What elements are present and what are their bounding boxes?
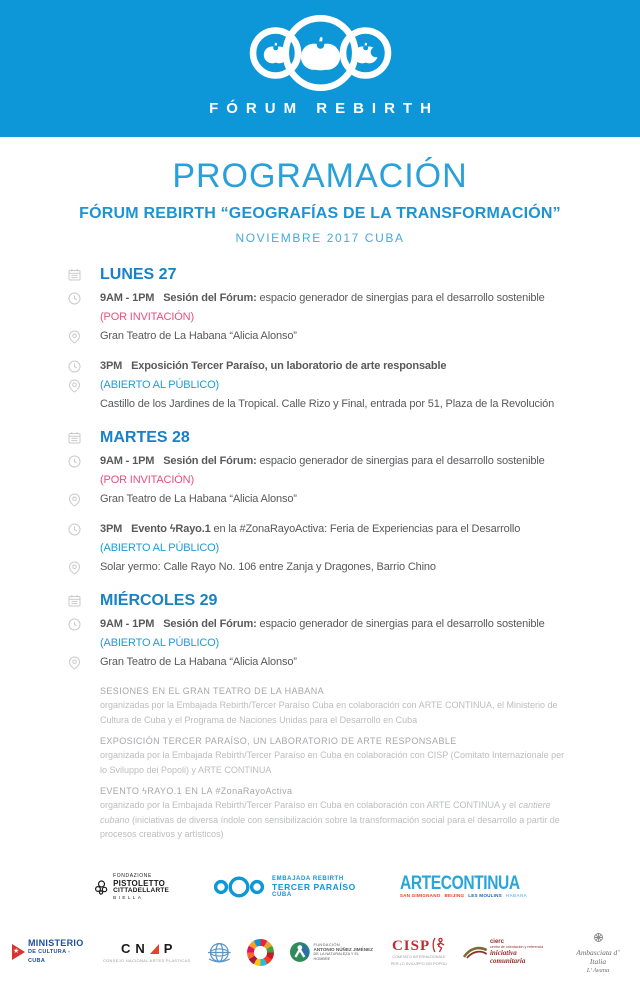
note-body: organizadas por la Embajada Rebirth/Tercer Paraíso Cuba en colaboración con ARTE CONTINUA, el Ministerio de Cultura de Cuba y el Programa de Naciones Unidas para el Desarrollo en Cuba <box>100 700 558 725</box>
clock-icon <box>68 520 100 536</box>
logo-cierc: cierc centro de orientación y referencia iniciativa comunitaria <box>462 939 553 965</box>
event-time: 3PM <box>100 360 123 372</box>
event-location: Gran Teatro de La Habana “Alicia Alonso” <box>100 656 297 668</box>
event-line <box>100 357 446 376</box>
logo-fondazione-pistoletto: FONDAZIONE PISTOLETTO CITTADELLARTE BIELLA <box>94 873 169 901</box>
edition-date: NOVIEMBRE 2017 CUBA <box>235 231 405 245</box>
location-pin-icon <box>68 558 100 575</box>
event <box>68 520 616 577</box>
partner-logos-secondary <box>0 930 640 975</box>
artec-city: SAN GIMIGNANO <box>399 893 441 898</box>
calendar-icon <box>68 265 100 281</box>
artec-city: HABANA <box>505 893 527 898</box>
event-description: espacio generador de sinergias para el desarrollo sostenible <box>259 455 545 467</box>
clock-icon <box>68 452 100 468</box>
event-title: Sesión del Fórum: <box>163 455 257 467</box>
event-access-tag: (ABIERTO AL PÚBLICO) <box>100 542 220 554</box>
artec-city: BEIJING <box>444 893 465 898</box>
cnap-red-triangle-icon <box>150 944 159 954</box>
note-sesiones <box>100 686 570 727</box>
third-paradise-icon <box>213 875 265 899</box>
event-time: 9AM - 1PM <box>100 455 155 467</box>
artec-city: LES MOULINS <box>468 893 502 898</box>
logo-cisp: CISP COMITATO INTERNAZIONALE PER LO SVILUPPO DEI POPOLI <box>390 938 448 966</box>
page-title: PROGRAMACIÓN <box>172 157 468 195</box>
day-title: MIÉRCOLES 29 <box>100 592 218 609</box>
location-pin-icon <box>68 490 100 507</box>
event-access-tag: (ABIERTO AL PÚBLICO) <box>100 637 220 649</box>
logo-embajada-rebirth: EMBAJADA REBIRTH TERCER PARAÍSO CUBA <box>213 875 356 899</box>
event-access-tag: (POR INVITACIÓN) <box>100 474 194 486</box>
italy-emblem-icon <box>593 932 604 943</box>
sdg-wheel-icon <box>247 939 274 966</box>
event-title: Sesión del Fórum: <box>163 292 257 304</box>
footnotes <box>100 686 570 842</box>
event-time: 3PM <box>100 523 123 535</box>
day-section-miercoles <box>68 591 616 672</box>
brand-wordmark: FÓRUM REBIRTH <box>209 100 439 117</box>
event-time: 9AM - 1PM <box>100 618 155 630</box>
partner-logos-primary <box>0 864 640 910</box>
event <box>68 357 616 414</box>
event-access-tag: (POR INVITACIÓN) <box>100 311 194 323</box>
day-title: LUNES 27 <box>100 266 177 283</box>
three-apples-infinity-icon <box>213 8 428 98</box>
page-subtitle: FÓRUM REBIRTH “GEOGRAFÍAS DE LA TRANSFORMACIÓN” <box>79 205 561 222</box>
fanj-icon <box>289 941 311 963</box>
event-title: Sesión del Fórum: <box>163 618 257 630</box>
event-line <box>100 615 545 634</box>
event-access-tag: (ABIERTO AL PÚBLICO) <box>100 379 220 391</box>
day-section-lunes <box>68 265 616 414</box>
cuba-flag-icon: ★ <box>12 944 25 960</box>
event <box>68 615 616 672</box>
event <box>68 289 616 346</box>
pistoletto-mark-icon <box>94 879 109 895</box>
logo-fundacion-nunez-jimenez: FUNDACIÓN ANTONIO NÚÑEZ JIMÉNEZ DE LA NATURALEZA Y EL HOMBRE <box>289 941 376 963</box>
location-pin-icon <box>68 653 100 670</box>
clock-icon <box>68 357 100 373</box>
event-description: en la #ZonaRayoActiva: Feria de Experiencias para el Desarrollo <box>213 523 521 535</box>
header-banner <box>0 0 640 137</box>
location-pin-icon <box>68 376 100 393</box>
day-section-martes <box>68 428 616 577</box>
calendar-icon <box>68 591 100 607</box>
event-line <box>100 452 545 471</box>
event-time: 9AM - 1PM <box>100 292 155 304</box>
logo-cnap: C N P CONSEJO NACIONAL ARTES PLASTICAS <box>102 941 191 963</box>
note-heading: EXPOSICIÓN TERCER PARAÍSO, UN LABORATORIO DE ARTE RESPONSABLE <box>100 736 457 746</box>
event-location: Solar yermo: Calle Rayo No. 106 entre Zanja y Dragones, Barrio Chino <box>100 561 436 573</box>
event-line <box>100 520 520 539</box>
day-title: MARTES 28 <box>100 429 190 446</box>
cisp-figure-icon <box>432 937 446 953</box>
event-description: espacio generador de sinergias para el desarrollo sostenible <box>259 292 545 304</box>
event-title: Evento ϟRayo.1 <box>131 523 211 535</box>
note-evento-rayo <box>100 786 570 842</box>
location-pin-icon <box>68 327 100 344</box>
title-block <box>0 157 640 245</box>
event-location: Gran Teatro de La Habana “Alicia Alonso” <box>100 493 297 505</box>
note-heading: EVENTO ϟRAYO.1 EN LA #ZonaRayoActiva <box>100 786 293 796</box>
calendar-icon <box>68 428 100 444</box>
event-location: Gran Teatro de La Habana “Alicia Alonso” <box>100 330 297 342</box>
event-line <box>100 289 545 308</box>
logo-ambasciata-italia: Ambasciata d’ Italia L’ Avana <box>568 930 628 975</box>
note-heading: SESIONES EN EL GRAN TEATRO DE LA HABANA <box>100 686 324 696</box>
note-exposicion <box>100 736 570 777</box>
note-body: organizado por la Embajada Rebirth/Tercer Paraíso en Cuba en colaboración con ARTE CONTINUA y el cantiere cubano (iniciativas de diversa índole con sensibilización sobre la transformación social para el desarrollo a partir de procesos creativos y artísticos) <box>100 800 560 839</box>
event-description: espacio generador de sinergias para el desarrollo sostenible <box>259 618 545 630</box>
event-title: Exposición Tercer Paraíso, un laboratorio de arte responsable <box>131 360 447 372</box>
logo-ministerio-cultura: ★ MINISTERIO DE CULTURA - CUBA <box>13 937 84 964</box>
schedule <box>68 265 616 672</box>
event-location: Castillo de los Jardines de la Tropical. Calle Rizo y Final, entrada por 51, Plaza de la Revolución <box>100 398 555 410</box>
note-body: organizada por la Embajada Rebirth/Tercer Paraíso en Cuba en colaboración con CISP (Comitato Internazionale per lo Sviluppo dei Popoli) y ARTE CONTINUA <box>100 750 565 775</box>
united-nations-icon <box>206 939 233 966</box>
logo-artecontinua: ARTECONTINUA SAN GIMIGNANO BEIJING LES MOULINS HABANA <box>399 873 527 898</box>
cierc-horse-icon <box>462 944 488 960</box>
clock-icon <box>68 615 100 631</box>
clock-icon <box>68 289 100 305</box>
event <box>68 452 616 509</box>
